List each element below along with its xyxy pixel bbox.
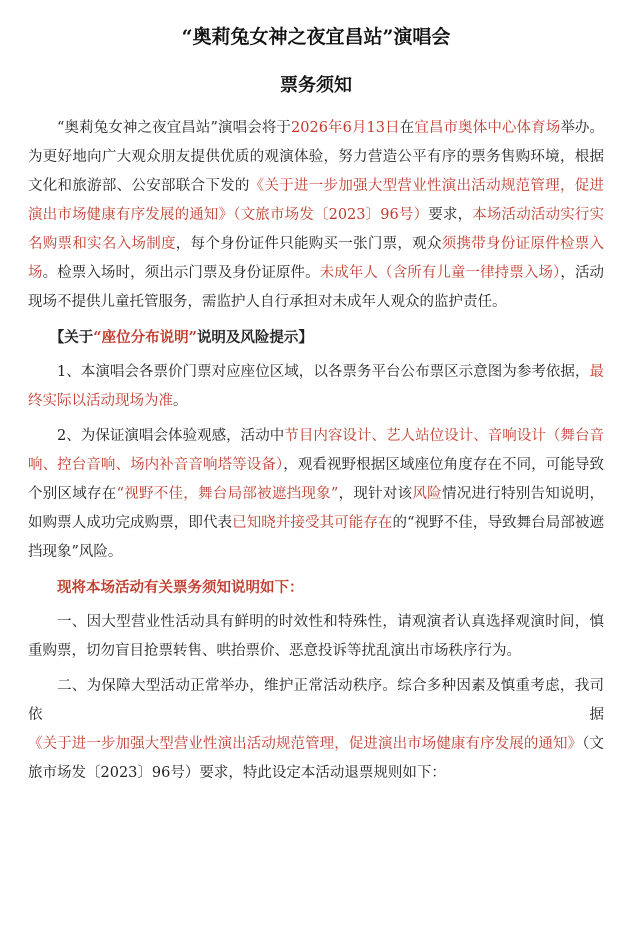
seat-item-2-text-4: 情况进行特别告知说明，如购票人成功完成购票，即代表 (28, 486, 605, 531)
id-card-requirement: 须携带身份证原件检票入场 (28, 236, 605, 281)
seat-item-1 (28, 358, 604, 416)
event-venue: 宜昌市奥体中心体育场 (414, 120, 561, 136)
intro-text-6: 。检票入场时，须出示门票及身份证原件。 (42, 265, 320, 281)
regulation-notice: 《关于进一步加强大型营业性演出活动规范管理，促进演出市场健康有序发展的通知》（文旅市场发〔2023〕96号） (28, 178, 605, 223)
acceptance-highlight: 已知晓并接受其可能存在 (232, 515, 393, 531)
seat-item-1-text-1: 1、本演唱会各票价门票对应座位区域，以各票务平台公布票区示意图为参考依据， (57, 364, 590, 380)
seat-heading-text-2: 说明及风险提示】 (196, 329, 313, 346)
intro-paragraph (28, 114, 604, 317)
intro-text-4: 要求， (428, 207, 473, 223)
seat-section-heading (28, 323, 604, 352)
intro-text-2: 在 (399, 120, 415, 136)
rule-2-notice: 《关于进一步加强大型营业性演出活动规范管理，促进演出市场健康有序发展的通知》 (28, 736, 583, 752)
seat-item-2 (28, 422, 604, 567)
seat-item-2-text-1: 2、为保证演唱会体验观感，活动中 (57, 428, 285, 444)
rule-2-text-1: 二、为保障大型活动正常举办，维护正常活动秩序。综合多种因素及慎重考虑，我司依据 (28, 678, 604, 723)
document-subtitle: 票务须知 (280, 75, 352, 96)
rule-2-text-2: （文旅市场发〔2023〕96号）要求，特此设定本活动退票规则如下： (28, 736, 605, 781)
intro-text-5: ，每个身份证件只能购买一张门票，观众 (175, 236, 442, 252)
intro-text-7: ，活动现场不提供儿童托管服务，需监护人自行承担对未成年人观众的监护责任。 (28, 265, 605, 310)
seat-item-2-text-2: ，观看视野根据区域座位角度存在不同，可能导致个别区域存在 (28, 457, 604, 502)
view-obstruction-highlight: “视野不佳，舞台局部被遮挡现象” (116, 486, 339, 502)
seat-item-1-text-2: 。 (173, 393, 188, 409)
seat-heading-text-1: 【关于 (49, 329, 94, 346)
intro-text-3: 举办。为更好地向广大观众朋友提供优质的观演体验，努力营造公平有序的票务售购环境，根据文化和旅游部、公安部联合下发的 (28, 120, 605, 194)
event-date: 2026年6月13日 (291, 120, 400, 136)
risk-highlight: 风险 (412, 486, 442, 502)
realname-policy: 本场活动活动实行实名购票和实名入场制度 (28, 207, 605, 252)
seat-item-2-text-5: 的“视野不佳，导致舞台局部被遮挡现象”风险。 (28, 515, 605, 560)
rule-2 (28, 672, 604, 788)
seat-item-2-text-3: ，现针对该 (338, 486, 413, 502)
document-title: “奥莉兔女神之夜宜昌站”演唱会 (181, 26, 451, 48)
seat-heading-quote: “座位分布说明” (93, 329, 197, 346)
rules-intro: 现将本场活动有关票务须知说明如下： (57, 579, 304, 596)
intro-text-1: “奥莉兔女神之夜宜昌站”演唱会将于 (57, 120, 292, 136)
rule-1: 一、因大型营业性活动具有鲜明的时效性和特殊性，请观演者认真选择观演时间，慎重购票，切勿盲目抢票转售、哄抬票价、恶意投诉等扰乱演出市场秩序行为。 (28, 614, 604, 659)
seat-item-1-highlight: 最终实际以活动现场为准 (28, 364, 604, 409)
design-highlight: 节目内容设计、艺人站位设计、音响设计（舞台音响、控台音响、场内补音音响塔等设备） (28, 428, 604, 473)
minor-policy: 未成年人（含所有儿童一律持票入场） (319, 265, 561, 281)
